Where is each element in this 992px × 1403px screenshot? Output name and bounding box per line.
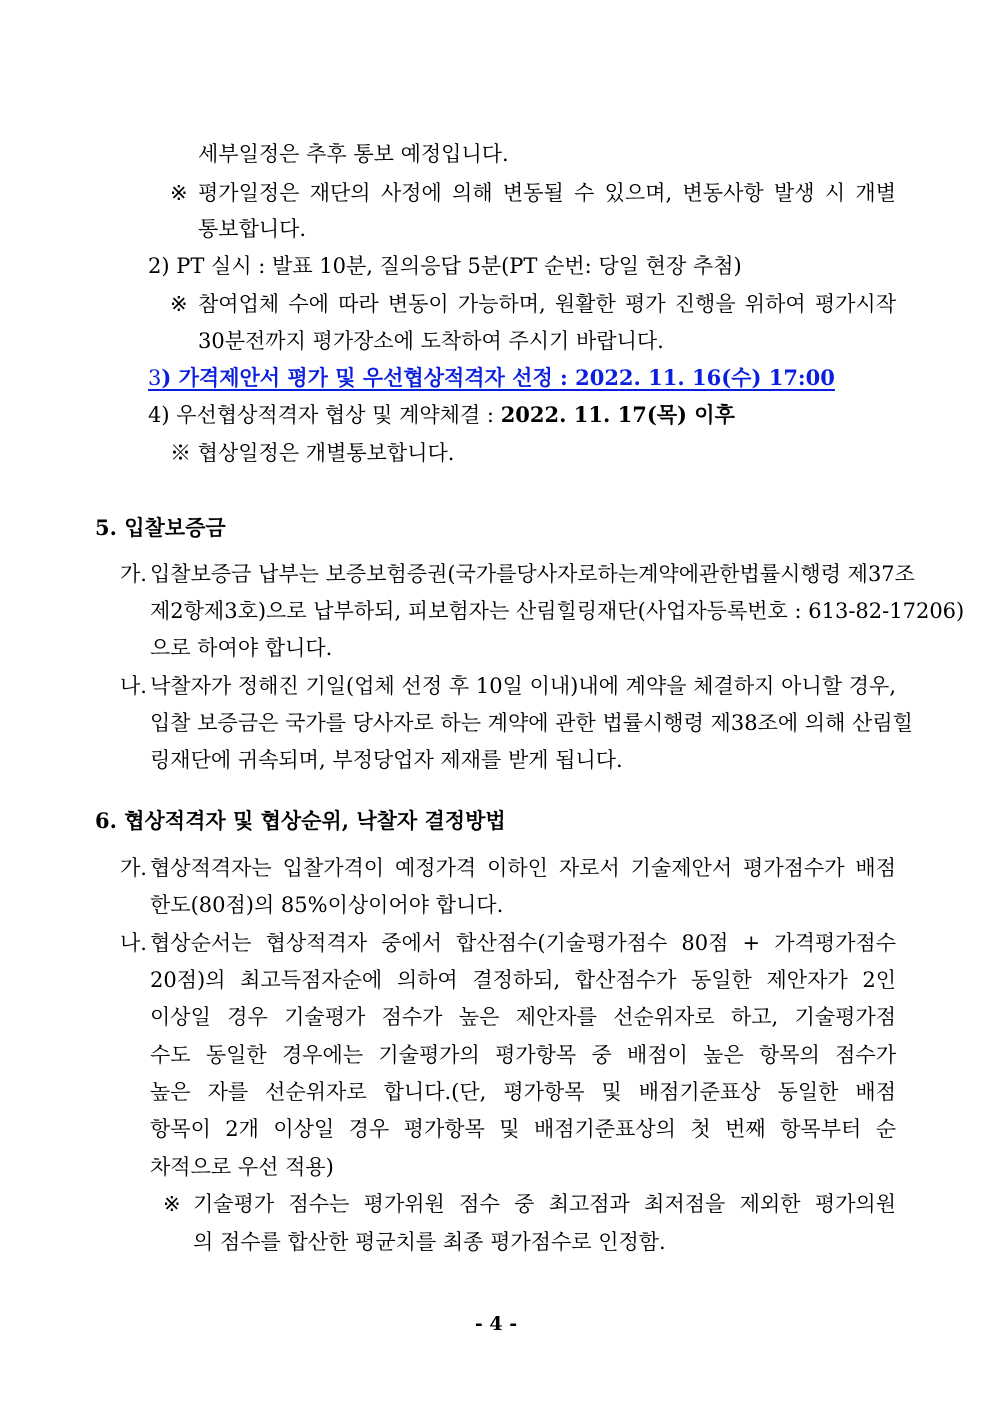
text-line: 통보합니다. bbox=[198, 217, 307, 241]
text-line: 협상순서는 협상적격자 중에서 합산점수(기술평가점수 80점 + 가격평가점수 bbox=[150, 931, 896, 955]
list-mark: 나. bbox=[120, 931, 147, 955]
text-line: 30분전까지 평가장소에 도착하여 주시기 바랍니다. bbox=[198, 329, 664, 353]
section-heading: 6. 협상적격자 및 협상순위, 낙찰자 결정방법 bbox=[95, 808, 506, 833]
bold-date: 2022. 11. 17(목) 이후 bbox=[500, 402, 735, 427]
list-mark: 나. bbox=[120, 674, 147, 698]
list-mark: 가. bbox=[120, 562, 147, 586]
text-line: 항목이 2개 이상일 경우 평가항목 및 배점기준표상의 첫 번째 항목부터 순 bbox=[150, 1117, 896, 1141]
list-mark: 가. bbox=[120, 856, 147, 880]
note-mark: ※ bbox=[170, 292, 188, 316]
text-line: 의 점수를 합산한 평균치를 최종 평가점수로 인정함. bbox=[193, 1230, 666, 1254]
text-line: 수도 동일한 경우에는 기술평가의 평가항목 중 배점이 높은 항목의 점수가 bbox=[150, 1043, 896, 1067]
text-line: 으로 하여야 합니다. bbox=[150, 636, 333, 660]
text-line: 링재단에 귀속되며, 부정당업자 제재를 받게 됩니다. bbox=[150, 748, 623, 772]
text-line: 20점)의 최고득점자순에 의하여 결정하되, 합산점수가 동일한 제안자가 2인 bbox=[150, 968, 896, 992]
text-line: 세부일정은 추후 통보 예정입니다. bbox=[198, 142, 509, 166]
highlighted-schedule bbox=[148, 364, 835, 392]
text-line: 협상적격자는 입찰가격이 예정가격 이하인 자로서 기술제안서 평가점수가 배점 bbox=[150, 856, 896, 880]
text-line: 입찰 보증금은 국가를 당사자로 하는 계약에 관한 법률시행령 제38조에 의해 산림힐 bbox=[150, 711, 913, 735]
text-line: 이상일 경우 기술평가 점수가 높은 제안자를 선순위자로 하고, 기술평가점 bbox=[150, 1005, 896, 1029]
text-line: 차적으로 우선 적용) bbox=[150, 1155, 334, 1179]
text-line: ※ 협상일정은 개별통보합니다. bbox=[170, 441, 455, 465]
page-number: - 4 - bbox=[474, 1313, 518, 1335]
section-heading: 5. 입찰보증금 bbox=[95, 515, 226, 540]
schedule-line bbox=[148, 401, 735, 429]
highlighted-text: ) 가격제안서 평가 및 우선협상적격자 선정 : 2022. 11. 16(수) 17:00 bbox=[161, 365, 835, 390]
text-line: 한도(80점)의 85%이상이어야 합니다. bbox=[150, 893, 504, 917]
list-number: 3 bbox=[148, 366, 162, 390]
text-line: 높은 자를 선순위자로 합니다.(단, 평가항목 및 배점기준표상 동일한 배점 bbox=[150, 1080, 896, 1104]
text-line: 기술평가 점수는 평가위원 점수 중 최고점과 최저점을 제외한 평가의원 bbox=[193, 1192, 896, 1216]
note-mark: ※ bbox=[170, 181, 188, 205]
text-line: 2) PT 실시 : 발표 10분, 질의응답 5분(PT 순번: 당일 현장 추첨) bbox=[148, 254, 742, 278]
text-line: 제2항제3호)으로 납부하되, 피보험자는 산림힐링재단(사업자등록번호 : 613-82-17206) bbox=[150, 599, 965, 623]
text-line: 평가일정은 재단의 사정에 의해 변동될 수 있으며, 변동사항 발생 시 개별 bbox=[198, 181, 896, 205]
text-line: 입찰보증금 납부는 보증보험증권(국가를당사자로하는계약에관한법률시행령 제37조 bbox=[150, 562, 915, 586]
text-part: 4) 우선협상적격자 협상 및 계약체결 : bbox=[148, 403, 501, 427]
note-mark: ※ bbox=[163, 1192, 181, 1216]
text-line: 참여업체 수에 따라 변동이 가능하며, 원활한 평가 진행을 위하여 평가시작 bbox=[198, 292, 896, 316]
text-line: 낙찰자가 정해진 기일(업체 선정 후 10일 이내)내에 계약을 체결하지 아니할 경우, bbox=[150, 674, 896, 698]
